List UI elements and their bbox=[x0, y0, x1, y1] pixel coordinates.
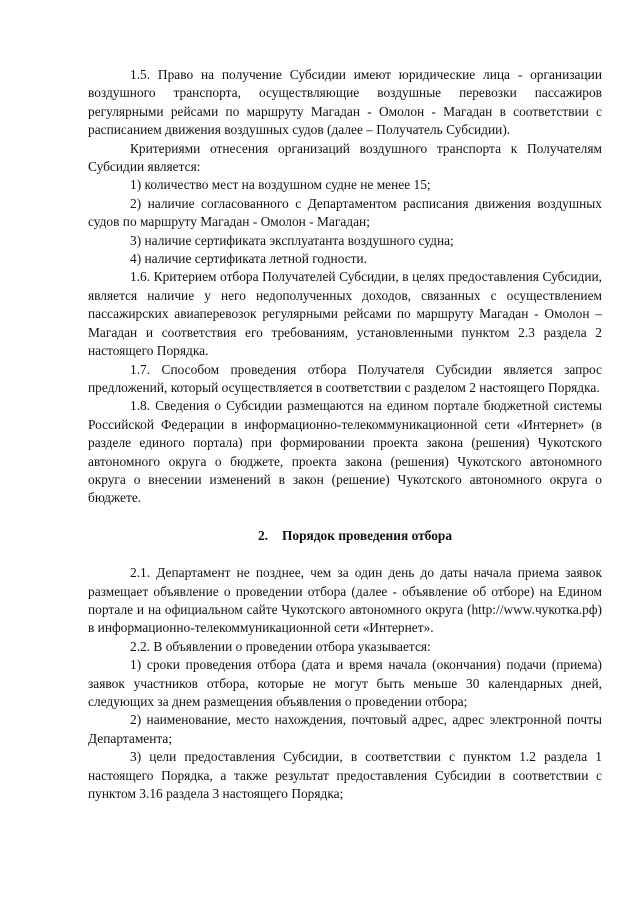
announcement-item-3: 3) цели предоставления Субсидии, в соответствии с пунктом 1.2 раздела 1 настоящего Порядка, а также результат предоставления Субсидии в соответствии с пунктом 3.16 раздела 3 настоящего Порядка; bbox=[88, 749, 602, 802]
section-2-number: 2. bbox=[257, 527, 268, 543]
paragraph-1-8: 1.8. Сведения о Субсидии размещаются на едином портале бюджетной системы Российской Федерации в информационно-телекоммуникационной сети «Интернет» (в разделе единого портала) при формировании проекта закона (решения) Чукотского автономного округа о бюджете, проекта закона (решения) Чукотского автономного округа о внесении изменений в закон (решение) Чукотского автономного округа о бюджете. bbox=[88, 398, 602, 506]
announcement-item-2: 2) наименование, место нахождения, почтовый адрес, адрес электронной почты Департамента; bbox=[88, 712, 602, 746]
paragraph-2-2: 2.2. В объявлении о проведении отбора указывается: bbox=[130, 638, 431, 654]
announcement-item-1: 1) сроки проведения отбора (дата и время начала (окончания) подачи (приема) заявок участников отбора, которые не могут быть меньше 30 календарных дней, следующих за днем размещения объявления о проведении отбора; bbox=[88, 657, 602, 709]
document-page bbox=[88, 66, 602, 803]
paragraph-2-1: 2.1. Департамент не позднее, чем за один день до даты начала приема заявок размещает объявление о проведении отбора (далее - объявление об отборе) на Едином портале и на официальном сайте Чукотского автономного округа (http://www.чукотка.рф) в информационно-телекоммуникационной сети «Интернет». bbox=[88, 565, 602, 636]
paragraph-1-5: 1.5. Право на получение Субсидии имеют юридические лица - организации воздушного транспорта, осуществляющие воздушные перевозки пассажиров регулярными рейсами по маршруту Магадан - Омолон - Магадан в соответствии с расписанием движения воздушных судов (далее – Получатель Субсидии). bbox=[88, 67, 602, 138]
section-2-title: Порядок проведения отбора bbox=[281, 527, 453, 543]
criteria-item-3: 3) наличие сертификата эксплуатанта воздушного судна; bbox=[130, 232, 454, 248]
criteria-item-1: 1) количество мест на воздушном судне не менее 15; bbox=[130, 177, 431, 193]
criteria-item-2: 2) наличие согласованного с Департаментом расписания движения воздушных судов по маршруту Магадан - Омолон - Магадан; bbox=[88, 195, 602, 230]
section-2-heading bbox=[88, 527, 602, 545]
paragraph-criteria-intro: Критериями отнесения организаций воздушного транспорта к Получателям Субсидии является: bbox=[88, 140, 602, 175]
paragraph-1-7: 1.7. Способом проведения отбора Получателя Субсидии является запрос предложений, который осуществляется в соответствии с разделом 2 настоящего Порядка. bbox=[88, 361, 602, 395]
paragraph-1-6: 1.6. Критерием отбора Получателей Субсидии, в целях предоставления Субсидии, является наличие у него недополученных доходов, связанных с осуществлением пассажирских авиаперевозок регулярными рейсами по маршруту Магадан - Омолон – Магадан и соответствия его требованиям, установленными пунктом 2.3 раздела 2 настоящего Порядка. bbox=[88, 269, 602, 359]
criteria-item-4: 4) наличие сертификата летной годности. bbox=[130, 251, 368, 267]
